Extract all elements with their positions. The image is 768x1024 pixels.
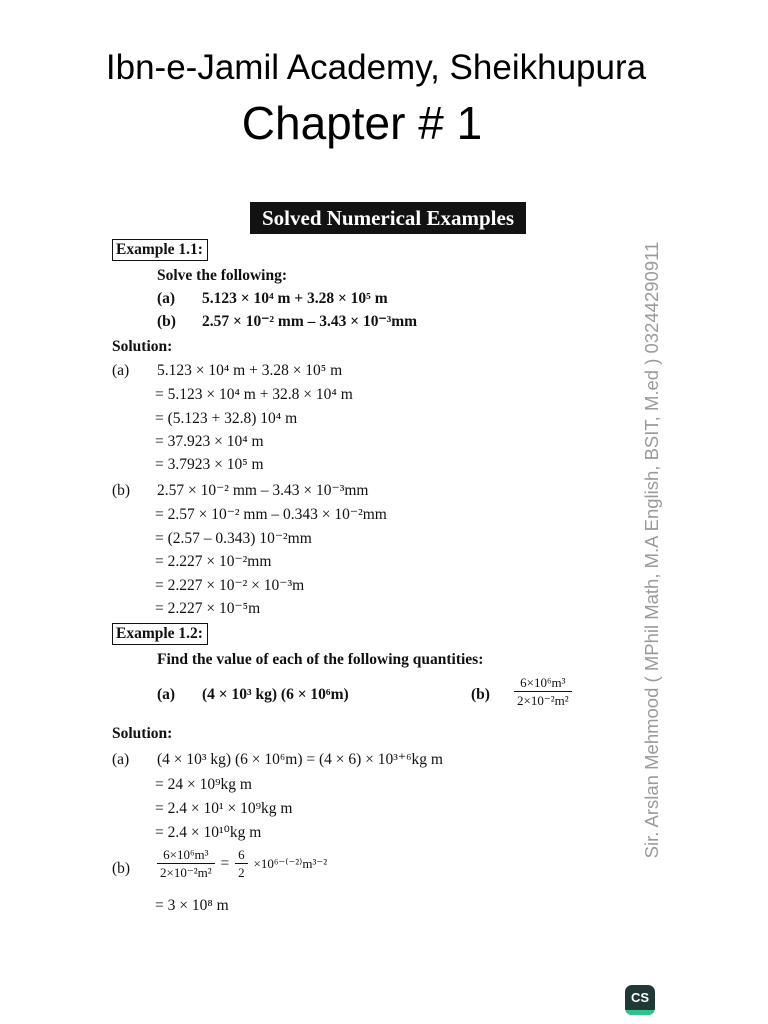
example-1-2-b-marker: (b) [471,686,490,703]
example-1-1-a-marker: (a) [157,290,176,307]
section-title: Solved Numerical Examples [250,202,526,234]
example-1-1-b-step: = 2.227 × 10⁻² × 10⁻³m [155,577,305,594]
example-1-1-a-step: = 37.923 × 10⁴ m [155,433,264,450]
step-marker-a: (a) [112,751,130,768]
example-1-1-b-step: = 2.227 × 10⁻⁵m [155,600,261,617]
example-1-1-label [112,242,208,258]
example-1-1-a-expression: 5.123 × 10⁴ m + 3.28 × 10⁵ m [202,290,388,307]
example-1-2-b-fraction [512,676,574,707]
example-1-2-solution-label: Solution: [112,725,173,742]
example-1-1-b-step: 2.57 × 10⁻² mm – 3.43 × 10⁻³mm [157,482,369,499]
example-1-1-b-step: = 2.57 × 10⁻² mm – 0.343 × 10⁻²mm [155,506,387,523]
example-1-2-a-step: = 24 × 10⁹kg m [155,776,252,793]
fraction [235,848,248,879]
example-1-2-a-expression: (4 × 10³ kg) (6 × 10⁶m) [202,686,349,703]
equals-sign: = [220,854,230,872]
fraction-denominator: 2 [238,865,245,880]
example-1-1-prompt: Solve the following: [157,267,288,284]
exponent-expression: ×10⁶⁻⁽⁻²⁾m³⁻² [253,856,328,871]
example-1-2-a-step: = 2.4 × 10¹⁰kg m [155,824,262,841]
example-1-1-a-step: = (5.123 + 32.8) 10⁴ m [155,410,298,427]
fraction-denominator: 2×10⁻²m² [517,693,569,708]
fraction-denominator: 2×10⁻²m² [160,865,212,880]
example-1-1-b-marker: (b) [157,313,176,330]
example-1-1-a-step: = 5.123 × 10⁴ m + 32.8 × 10⁴ m [155,386,353,403]
example-1-2-b-equation [155,848,327,879]
fraction-numerator: 6 [235,848,248,864]
example-1-1-solution-label: Solution: [112,338,173,355]
step-marker-b: (b) [112,482,131,499]
fraction-numerator: 6×10⁶m³ [514,676,572,692]
example-1-1-label-box: Example 1.1: [112,239,208,261]
example-1-2-a-step: (4 × 10³ kg) (6 × 10⁶m) = (4 × 6) × 10³⁺⁶kg m [157,751,443,768]
example-1-1-b-expression: 2.57 × 10⁻² mm – 3.43 × 10⁻³mm [202,313,418,330]
example-1-2-prompt: Find the value of each of the following quantities: [157,651,484,668]
example-1-2-label [112,626,208,642]
vertical-watermark: Sir. Arslan Mehmood ( MPhil Math, M.A English, BSIT, M.ed ) 03244290911 [641,241,662,859]
example-1-1-a-step: 5.123 × 10⁴ m + 3.28 × 10⁵ m [157,362,343,379]
fraction-numerator: 6×10⁶m³ [157,848,215,864]
example-1-1-b-step: = 2.227 × 10⁻²mm [155,553,272,570]
fraction [157,848,215,879]
example-1-1-b-step: = (2.57 – 0.343) 10⁻²mm [155,530,312,547]
step-marker-a: (a) [112,362,130,379]
example-1-2-b-result: = 3 × 10⁸ m [155,897,229,914]
chapter-title: Chapter # 1 [241,97,483,149]
example-1-2-a-step: = 2.4 × 10¹ × 10⁹kg m [155,800,293,817]
example-1-2-label-box: Example 1.2: [112,623,208,645]
fraction [514,676,572,707]
academy-title: Ibn-e-Jamil Academy, Sheikhupura [105,48,647,87]
step-marker-b: (b) [112,860,131,877]
example-1-2-a-marker: (a) [157,686,176,703]
example-1-1-a-step: = 3.7923 × 10⁵ m [155,456,264,473]
camscanner-logo-icon: CS [625,985,655,1015]
